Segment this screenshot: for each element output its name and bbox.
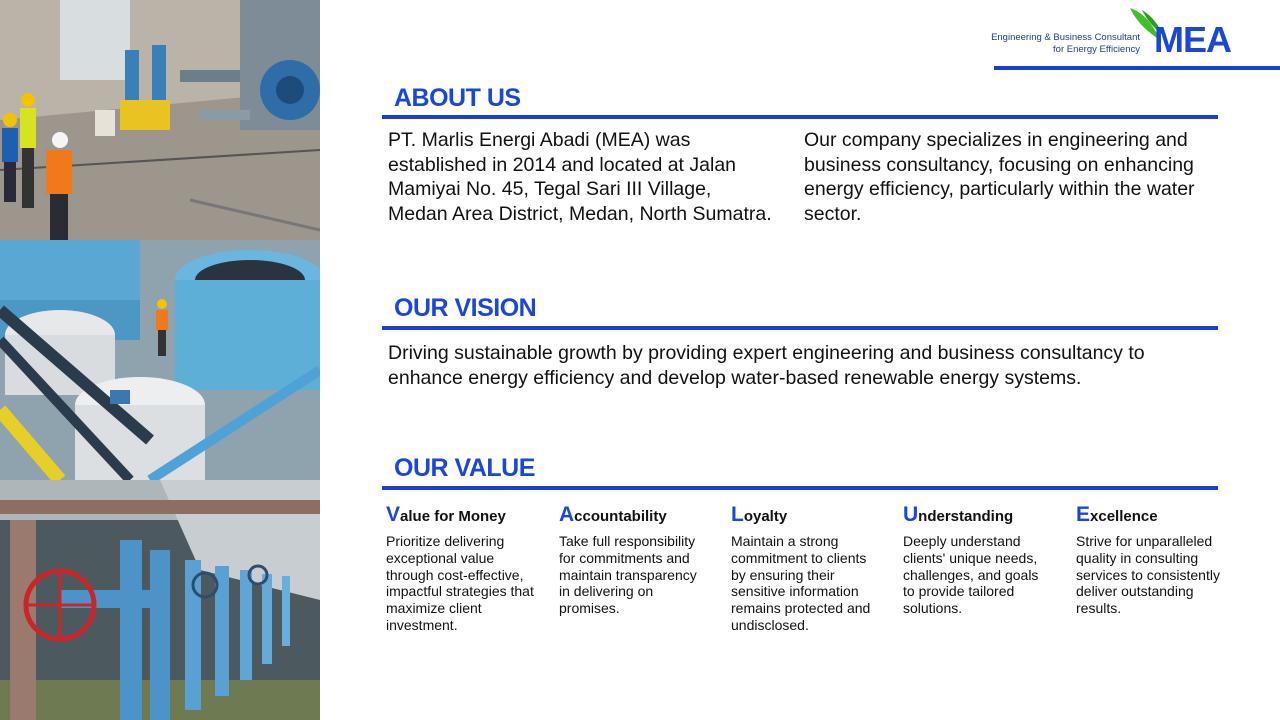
value-item-understanding (903, 503, 1053, 617)
value-description: Strive for unparalleled quality in consulting services to consistently deliver outstanding results. (1076, 533, 1220, 617)
value-description: Take full responsibility for commitments and maintain transparency in delivering on promises. (559, 533, 697, 617)
value-description: Deeply understand clients' unique needs, challenges, and goals to provide tailored solutions. (903, 533, 1039, 617)
photo-industrial-plant-workers (0, 0, 320, 240)
value-heading-rest: alue for Money (400, 508, 506, 525)
value-item-accountability (559, 503, 709, 617)
values-title: OUR VALUE (394, 454, 535, 482)
photo-pipes-valves (0, 480, 320, 720)
logo-underline (994, 66, 1280, 70)
values-divider (382, 486, 1218, 490)
value-item-excellence (1076, 503, 1226, 617)
photo-water-treatment-tanks (0, 240, 320, 480)
about-right-text: Our company specializes in engineering and business consultancy, focusing on enhancing energy efficiency, particularly within the water sector. (804, 129, 1195, 225)
about-divider (382, 115, 1218, 119)
value-heading-rest: nderstanding (918, 508, 1014, 525)
vision-divider (382, 326, 1218, 330)
value-initial: U (903, 503, 919, 526)
vision-title: OUR VISION (394, 294, 537, 322)
value-heading (1076, 503, 1226, 527)
logo-tagline (991, 32, 1140, 56)
value-heading (731, 503, 881, 527)
value-heading-rest: oyalty (743, 508, 788, 525)
value-heading (386, 503, 536, 527)
logo-tagline-line2: for Energy Efficiency (1053, 44, 1140, 55)
photo-column (0, 0, 320, 720)
about-left-text: PT. Marlis Energi Abadi (MEA) was established in 2014 and located at Jalan Mamiyai No. 45, Tegal Sari III Village, Medan Area District, Medan, North Sumatra. (388, 129, 772, 225)
value-heading-rest: ccountability (574, 508, 667, 525)
vision-text: Driving sustainable growth by providing expert engineering and business consultancy to enhance energy efficiency and develop water-based renewable energy systems. (388, 342, 1145, 389)
value-heading-rest: xcellence (1090, 508, 1158, 525)
value-heading (559, 503, 709, 527)
logo-wordmark: MEA (1154, 19, 1231, 60)
about-title: ABOUT US (394, 84, 521, 112)
value-description: Prioritize delivering exceptional value through cost-effective, impactful strategies that maximize client investment. (386, 533, 534, 633)
value-item-value-for-money (386, 503, 536, 634)
value-initial: L (731, 503, 744, 526)
logo-tagline-line1: Engineering & Business Consultant (991, 32, 1140, 43)
value-item-loyalty (731, 503, 881, 634)
company-logo (991, 6, 1280, 72)
value-initial: V (386, 503, 401, 526)
value-initial: A (559, 503, 575, 526)
value-heading (903, 503, 1053, 527)
value-initial: E (1076, 503, 1091, 526)
value-description: Maintain a strong commitment to clients by ensuring their sensitive information remains protected and undisclosed. (731, 533, 871, 633)
